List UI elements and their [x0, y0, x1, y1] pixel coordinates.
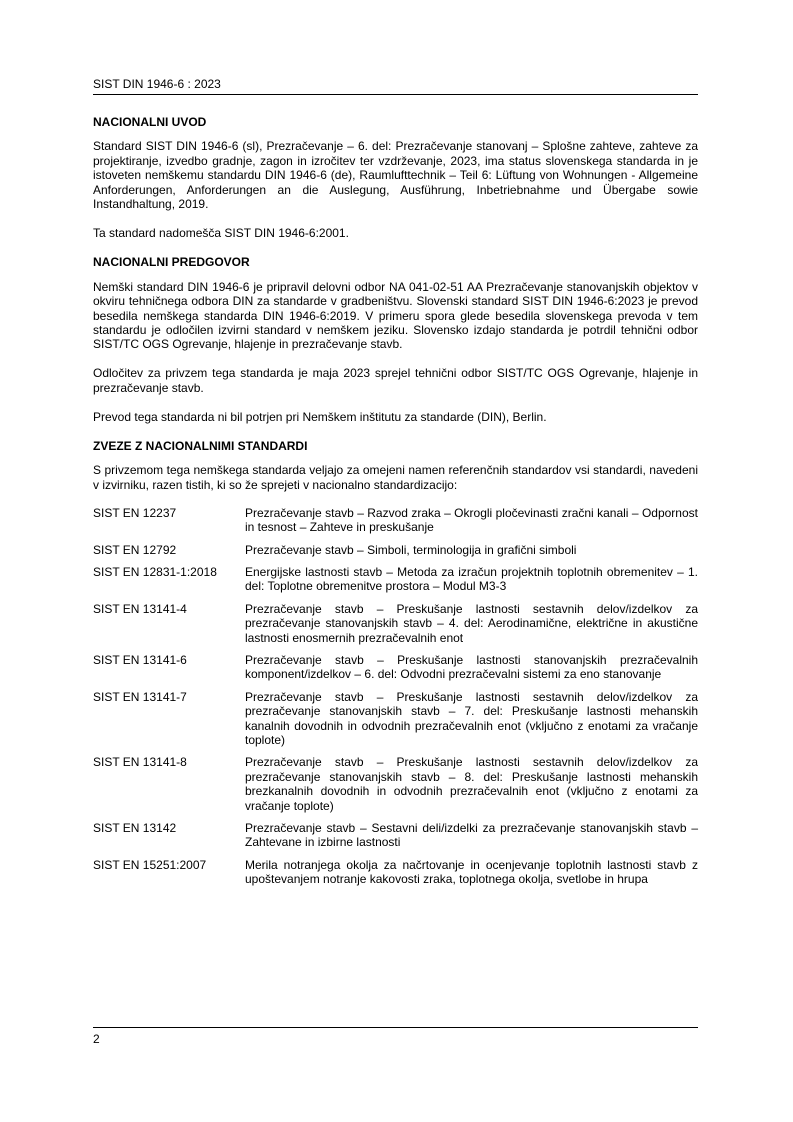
standard-code: SIST EN 15251:2007: [93, 857, 207, 872]
page-number: 2: [93, 1032, 100, 1046]
standard-description: Merila notranjega okolja za načrtovanje in ocenjevanje toplotnih lastnosti stavb z upoštevanjem notranje kakovosti zraka, toplotnega okolja, svetlobe in hrupa: [245, 857, 698, 887]
table-row: [93, 821, 698, 858]
table-row: [93, 690, 698, 756]
footer-rule: [93, 1027, 698, 1028]
paragraph: Nemški standard DIN 1946-6 je pripravil delovni odbor NA 041-02-51 AA Prezračevanje stanovanjskih objektov v okviru tehničnega odbora DIN za standarde v gradbeništvu. Slovenski standard SIST DIN 1946-6:2023 je prevod besedila nemškega standarda DIN 1946-6:2019. V primeru spora glede besedila slovenskega prevoda v tem standardu je odločilen izvirni standard v nemškem jeziku. Slovensko izdajo standarda je potrdil tehnični odbor SIST/TC OGS Ogrevanje, hlajenje in prezračevanje stavb.: [93, 279, 698, 352]
heading-zveze-z-nacionalnimi-standardi: ZVEZE Z NACIONALNIMI STANDARDI: [93, 439, 308, 453]
standard-code: SIST EN 13141-4: [93, 601, 187, 616]
table-row: [93, 755, 698, 821]
paragraph: Standard SIST DIN 1946-6 (sl), Prezračevanje – 6. del: Prezračevanje stanovanj – Splošne zahteve, zahteve za projektiranje, izvedbo gradnje, zagon in izročitev ter vzdrževanje, 2023, ima status slovenskega standarda in je istoveten nemškemu standardu DIN 1946-6 (de), Raumlufttechnik – Teil 6: Lüftung von Wohnungen - Allgemeine Anforderungen, Anforderungen an die Auslegung, Ausführung, Inbetriebnahme und Übergabe sowie Instandhaltung, 2019.: [93, 139, 698, 212]
table-row: [93, 565, 698, 602]
paragraph: Ta standard nadomešča SIST DIN 1946-6:2001.: [93, 225, 349, 240]
table-row: [93, 543, 698, 565]
table-row: [93, 858, 698, 895]
standard-description: Prezračevanje stavb – Sestavni deli/izdelki za prezračevanje stanovanjskih stavb – Zahtevane in izbirne lastnosti: [245, 821, 698, 850]
standard-description: Prezračevanje stavb – Razvod zraka – Okrogli pločevinasti zračni kanali – Odpornost in tesnost – Zahteve in preskušanje: [245, 505, 698, 535]
standard-description: Energijske lastnosti stavb – Metoda za izračun projektnih toplotnih obremenitev – 1. del: Toplotne obremenitve prostora – Modul M3-3: [245, 564, 698, 594]
page-content: [93, 115, 698, 895]
standard-code: SIST EN 13141-7: [93, 689, 187, 704]
table-row: [93, 506, 698, 543]
standard-code: SIST EN 13142: [93, 821, 177, 836]
standard-code: SIST EN 12237: [93, 505, 177, 520]
standard-code: SIST EN 12831-1:2018: [93, 564, 217, 579]
standard-description: Prezračevanje stavb – Preskušanje lastnosti sestavnih delov/izdelkov za prezračevanje stanovanjskih stavb – 8. del: Preskušanje lastnosti mehanskih brezkanalnih dovodnih in odvodnih prezračevalnih enot (vključno z enotami za vračanje toplote): [245, 755, 698, 813]
heading-nacionalni-uvod: NACIONALNI UVOD: [93, 115, 207, 129]
standard-description: Prezračevanje stavb – Preskušanje lastnosti stanovanjskih prezračevalnih komponent/izdelkov – 6. del: Odvodni prezračevalni sistemi za eno stanovanje: [245, 652, 698, 682]
standard-description: Prezračevanje stavb – Preskušanje lastnosti sestavnih delov/izdelkov za prezračevanje stanovanjskih stavb – 4. del: Aerodinamične, električne in akustične lastnosti enosmernih prezračevalnih enot: [245, 601, 698, 645]
paragraph: Odločitev za privzem tega standarda je maja 2023 sprejel tehnični odbor SIST/TC OGS Ogrevanje, hlajenje in prezračevanje stavb.: [93, 366, 698, 395]
standard-description: Prezračevanje stavb – Simboli, terminologija in grafični simboli: [245, 542, 577, 557]
heading-nacionalni-predgovor: NACIONALNI PREDGOVOR: [93, 255, 250, 270]
standard-code: SIST EN 13141-8: [93, 755, 187, 770]
table-row: [93, 653, 698, 690]
standard-code: SIST EN 13141-6: [93, 652, 187, 667]
standards-table: [93, 506, 698, 895]
paragraph: Prevod tega standarda ni bil potrjen pri Nemškem inštitutu za standarde (DIN), Berlin.: [93, 409, 547, 424]
standard-description: Prezračevanje stavb – Preskušanje lastnosti sestavnih delov/izdelkov za prezračevanje stanovanjskih stavb – 7. del: Preskušanje lastnosti mehanskih kanalnih dovodnih in odvodnih prezračevalnih enot (vključno z enotami za vračanje toplote): [245, 689, 698, 747]
header-rule: [93, 94, 698, 95]
running-header: SIST DIN 1946-6 : 2023: [93, 77, 221, 91]
table-row: [93, 602, 698, 653]
paragraph: S privzemom tega nemškega standarda veljajo za omejeni namen referenčnih standardov vsi standardi, navedeni v izvirniku, razen tistih, ki so že sprejeti v nacionalno standardizacijo:: [93, 463, 698, 492]
standard-code: SIST EN 12792: [93, 542, 177, 557]
